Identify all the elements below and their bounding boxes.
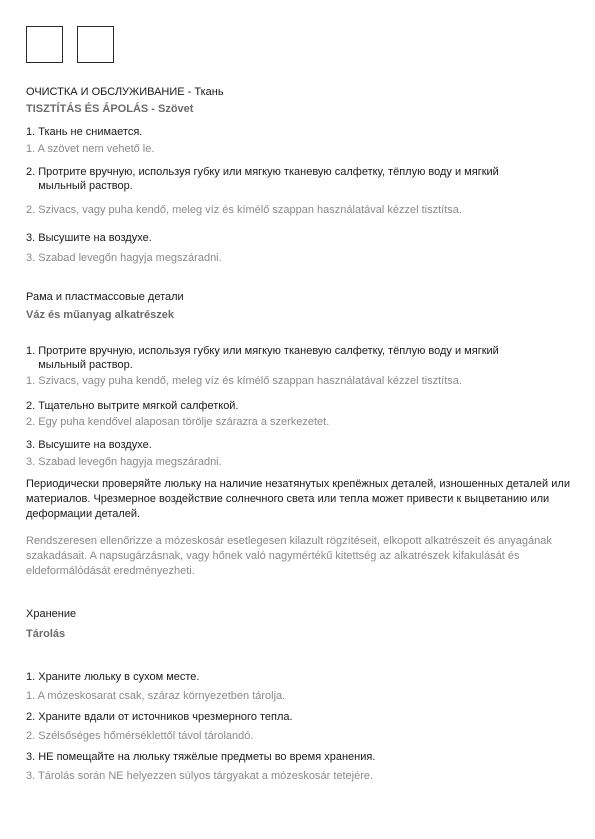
periodic-check-hu: Rendszeresen ellenőrizze a mózeskosár esetlegesen kilazult rögzítéseit, elkopott alkatrészeit és anyagának szakadásait. A napsugárzásnak, vagy hőnek való nagymértékű kitettség az alkatrészek kifakulását és eldeformálódását eredményezheti. [26, 535, 552, 577]
frame-title-ru: Рама и пластмассовые детали [26, 291, 184, 303]
fabric-item-2-ru: 2. Протрите вручную, используя губку или мягкую тканевую салфетку, тёплую воду и мягкий мыльный раствор. [26, 166, 499, 192]
storage-title-ru: Хранение [26, 608, 77, 620]
frame-item-3-hu: 3. Szabad levegőn hagyja megszáradni. [26, 456, 222, 468]
frame-item-3-ru: 3. Высушите на воздухе. [26, 439, 152, 451]
care-title-ru: ОЧИСТКА И ОБСЛУЖИВАНИЕ - Ткань [26, 86, 224, 98]
frame-item-1-ru: 1. Протрите вручную, используя губку или мягкую тканевую салфетку, тёплую воду и мягкий мыльный раствор. [26, 345, 499, 371]
checkbox-square-2 [77, 26, 114, 63]
fabric-item-3-ru: 3. Высушите на воздухе. [26, 232, 152, 244]
frame-title-hu: Váz és műanyag alkatrészek [26, 309, 174, 321]
frame-item-1-hu: 1. Szivacs, vagy puha kendő, meleg víz és kímélő szappan használatával kézzel tisztítsa. [26, 375, 462, 387]
fabric-item-1-hu: 1. A szövet nem vehető le. [26, 143, 155, 155]
storage-item-3-ru: 3. НЕ помещайте на люльку тяжёлые предметы во время хранения. [26, 751, 376, 763]
care-title-hu: TISZTÍTÁS ÉS ÁPOLÁS - Szövet [26, 103, 194, 115]
storage-item-3-hu: 3. Tárolás során NE helyezzen súlyos tárgyakat a mózeskosár tetejére. [26, 770, 374, 782]
fabric-item-1-ru: 1. Ткань не снимается. [26, 126, 143, 138]
checkbox-square-1 [26, 26, 63, 63]
storage-title-hu: Tárolás [26, 628, 66, 640]
storage-item-1-ru: 1. Храните люльку в сухом месте. [26, 671, 200, 683]
fabric-item-2-hu: 2. Szivacs, vagy puha kendő, meleg víz és kímélő szappan használatával kézzel tisztítsa. [26, 204, 462, 216]
storage-item-2-hu: 2. Szélsőséges hőmérséklettől távol tárolandó. [26, 730, 254, 742]
storage-item-2-ru: 2. Храните вдали от источников чрезмерного тепла. [26, 711, 293, 723]
fabric-item-3-hu: 3. Szabad levegőn hagyja megszáradni. [26, 252, 222, 264]
frame-item-2-ru: 2. Тщательно вытрите мягкой салфеткой. [26, 400, 239, 412]
frame-item-2-hu: 2. Egy puha kendővel alaposan törölje szárazra a szerkezetet. [26, 416, 330, 428]
periodic-check-ru: Периодически проверяйте люльку на наличие незатянутых крепёжных деталей, изношенных деталей или материалов. Чрезмерное воздействие солнечного света или тепла может привести к выцветанию или деформации деталей. [26, 478, 570, 520]
storage-item-1-hu: 1. A mózeskosarat csak, száraz környezetben tárolja. [26, 690, 286, 702]
